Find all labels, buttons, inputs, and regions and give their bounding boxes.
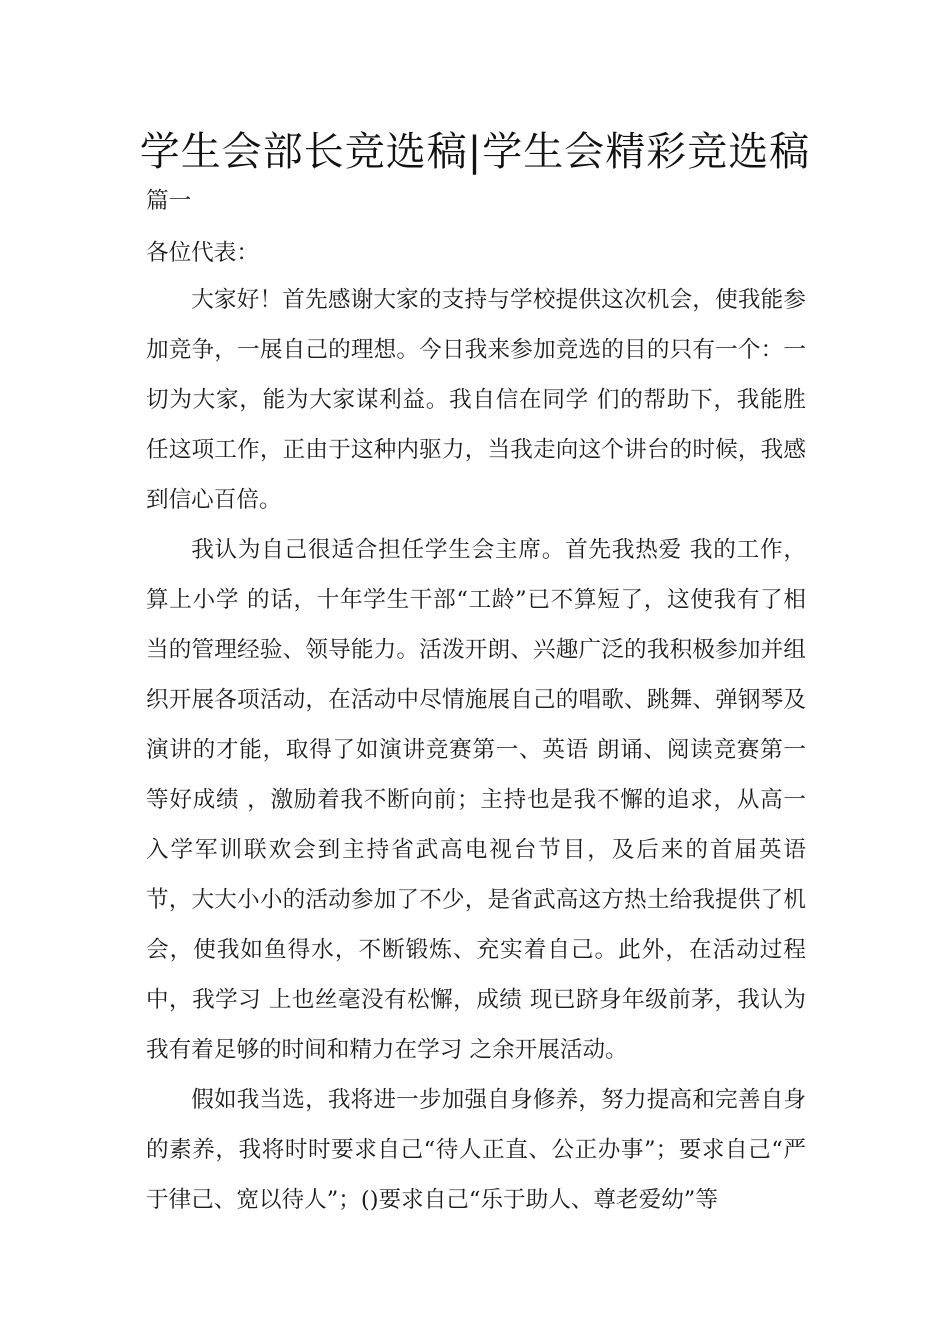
body-text [146, 275, 806, 1225]
document-title: 学生会部长竞选稿|学生会精彩竞选稿 [139, 129, 811, 175]
section-label: 篇一 [146, 188, 192, 214]
paragraph-3: 假如我当选，我将进一步加强自身修养，努力提高和完善自身的素养，我将时时要求自己“待人正直、公正办事”；要求自己“严于律己、宽以待人”；()要求自己“乐于助人、尊老爱幼”等 [146, 1087, 806, 1213]
paragraph-1: 大家好！首先感谢大家的支持与学校提供这次机会，使我能参加竞争，一展自己的理想。今日我来参加竞选的目的只有一个：一切为大家，能为大家谋利益。我自信在同学 们的帮助下，我能胜任这项工作，正由于这种内驱力，当我走向这个讲台的时候，我感到信心百倍。 [146, 287, 806, 513]
paragraph-2: 我认为自己很适合担任学生会主席。首先我热爱 我的工作，算上小学 的话，十年学生干部“工龄”已不算短了，这使我有了相当的管理经验、领导能力。活泼开朗、兴趣广泛的我积极参加并组织开展各项活动，在活动中尽情施展自己的唱歌、跳舞、弹钢琴及演讲的才能，取得了如演讲竞赛第一、英语 朗诵、阅读竞赛第一等好成绩 ，激励着我不断向前；主持也是我不懈的追求，从高一入学军训联欢会到主持省武高电视台节目，及后来的首届英语 节，大大小小的活动参加了不少，是省武高这方热土给我提供了机会，使我如鱼得水，不断锻炼、充实着自己。此外，在活动过程中，我学习 上也丝毫没有松懈，成绩 现已跻身年级前茅，我认为我有着足够的时间和精力在学习 之余开展活动。 [146, 537, 806, 1063]
salutation: 各位代表： [146, 240, 259, 266]
